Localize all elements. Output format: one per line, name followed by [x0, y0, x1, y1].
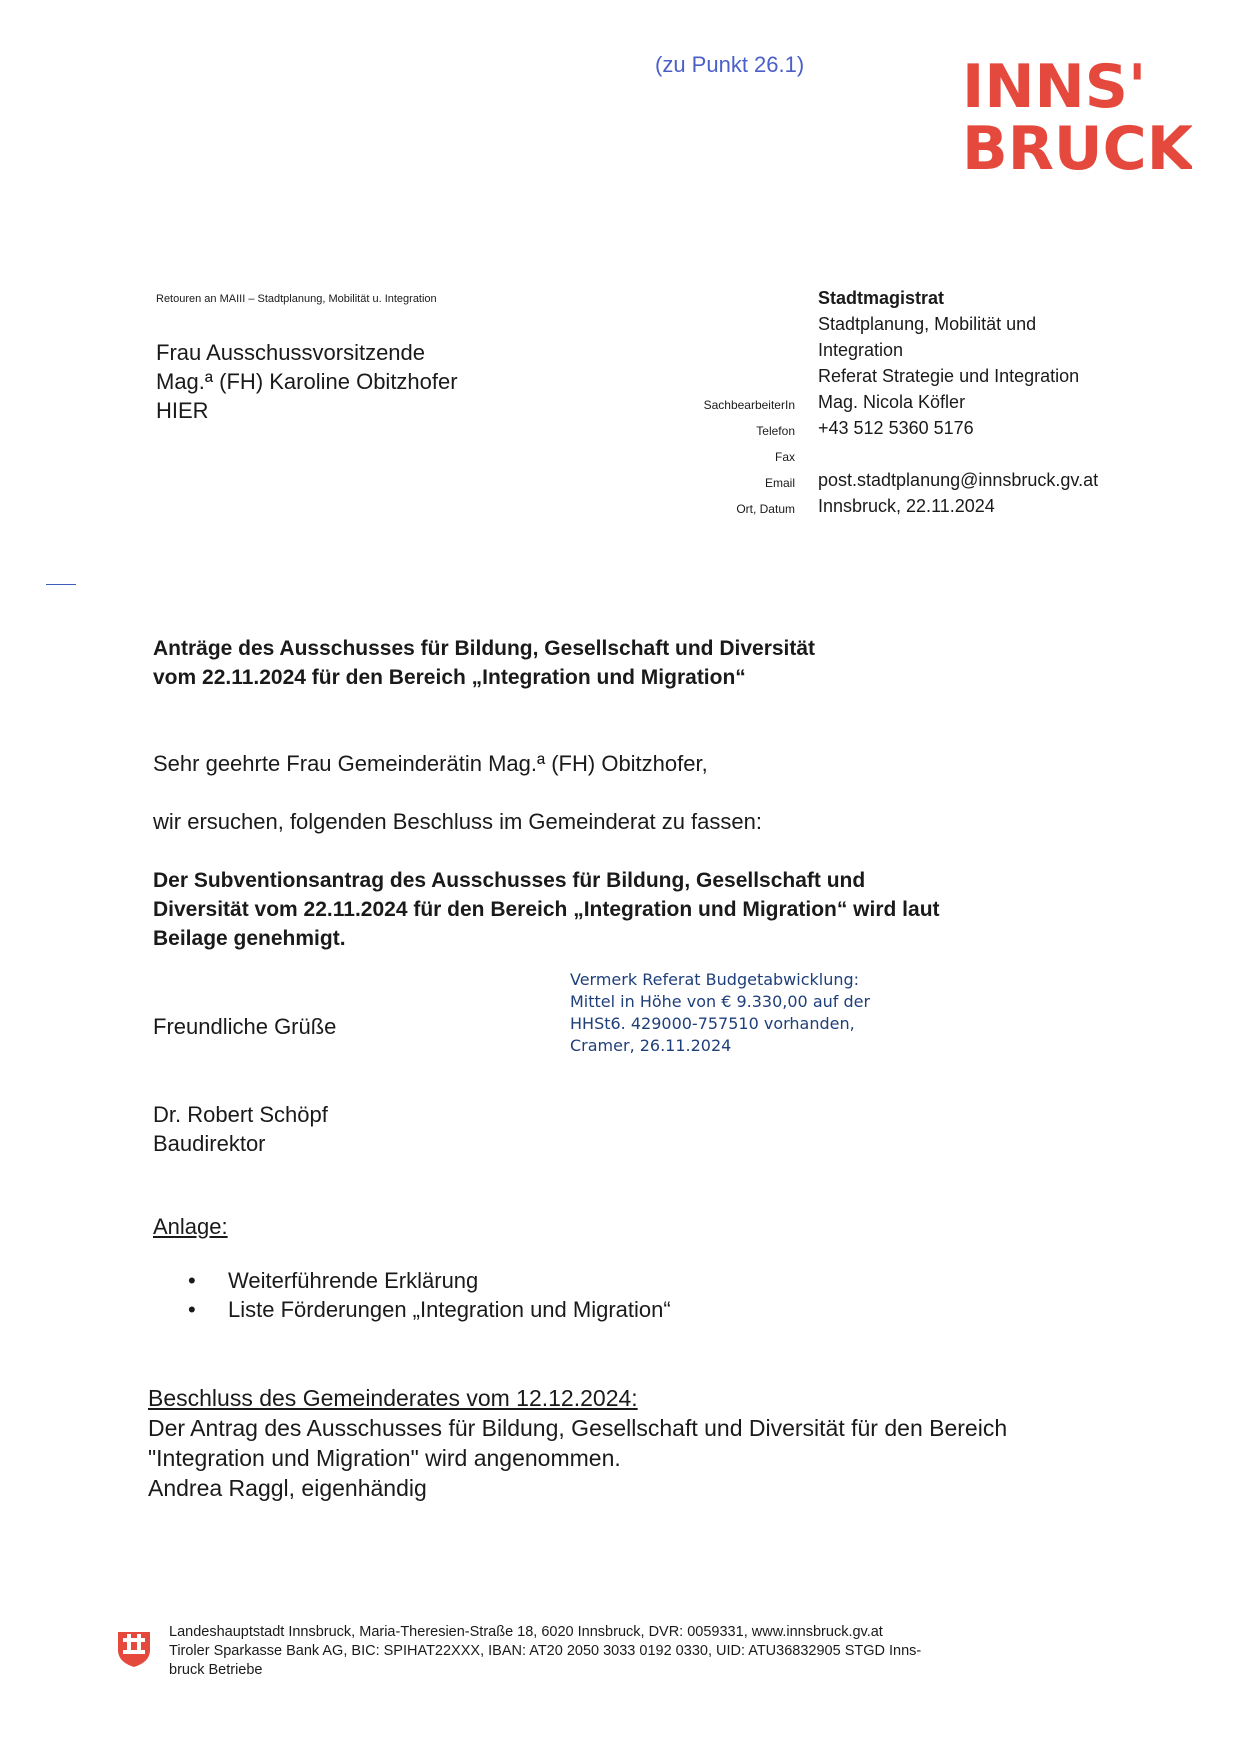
clerk-value: Mag. Nicola Köfler	[818, 392, 966, 412]
logo-text-line1: INNS'	[962, 52, 1147, 122]
council-decision-heading: Beschluss des Gemeinderates vom 12.12.2024:	[148, 1385, 638, 1411]
list-item: • Weiterführende Erklärung	[188, 1266, 671, 1295]
place-date-label: Ort, Datum	[736, 502, 795, 516]
page-footer	[169, 1623, 1029, 1680]
letter-subject	[153, 634, 815, 692]
budget-note-line: Cramer, 26.11.2024	[570, 1036, 732, 1055]
email-label: Email	[764, 476, 795, 490]
list-item: • Liste Förderungen „Integration und Migration“	[188, 1295, 671, 1324]
recipient-line: HIER	[156, 398, 209, 423]
reference-note: (zu Punkt 26.1)	[655, 52, 805, 77]
salutation: Sehr geehrte Frau Gemeinderätin Mag.ª (FH) Obitzhofer,	[153, 751, 708, 776]
budget-note	[570, 969, 870, 1057]
council-decision	[148, 1383, 1007, 1503]
email-value: post.stadtplanung@innsbruck.gv.at	[818, 470, 1099, 490]
proposed-decision	[153, 866, 1053, 953]
signer-title: Baudirektor	[153, 1131, 266, 1156]
footer-line: Landeshauptstadt Innsbruck, Maria-Theresien-Straße 18, 6020 Innsbruck, DVR: 0059331, www.innsbruck.gv.at	[169, 1624, 883, 1640]
sender-dept: Referat Strategie und Integration	[818, 366, 1080, 386]
council-decision-line: "Integration und Migration" wird angenommen.	[148, 1445, 621, 1471]
footer-line: Tiroler Sparkasse Bank AG, BIC: SPIHAT22XXX, IBAN: AT20 2050 3033 0192 0330, UID: ATU36832905 STGD Inns-	[169, 1643, 922, 1659]
phone-label: Telefon	[756, 424, 795, 438]
budget-note-line: Mittel in Höhe von € 9.330,00 auf der	[570, 992, 871, 1011]
sender-org: Stadtmagistrat	[818, 288, 945, 308]
innsbruck-logo-graphic	[962, 52, 1192, 177]
sender-dept: Integration	[818, 340, 904, 360]
budget-note-line: HHSt6. 429000-757510 vorhanden,	[570, 1014, 855, 1033]
decision-line: Beilage genehmigt.	[153, 927, 346, 950]
sender-dept: Stadtplanung, Mobilität und	[818, 314, 1037, 334]
attachments-list	[188, 1266, 671, 1324]
recipient-line: Frau Ausschussvorsitzende	[156, 340, 426, 365]
fax-label: Fax	[774, 450, 795, 464]
footer-line: bruck Betriebe	[169, 1662, 263, 1678]
council-decision-line: Andrea Raggl, eigenhändig	[148, 1475, 427, 1501]
phone-value: +43 512 5360 5176	[818, 418, 974, 438]
closing-greeting: Freundliche Grüße	[153, 1014, 337, 1039]
request-text: wir ersuchen, folgenden Beschluss im Gemeinderat zu fassen:	[153, 809, 762, 834]
council-decision-line: Der Antrag des Ausschusses für Bildung, Gesellschaft und Diversität für den Bereich	[148, 1415, 1008, 1441]
fold-mark	[46, 584, 76, 585]
recipient-block	[156, 338, 458, 425]
signer-name: Dr. Robert Schöpf	[153, 1102, 328, 1127]
logo-text-line2: BRUCK	[962, 114, 1192, 177]
innsbruck-logo	[962, 52, 1192, 177]
return-address: Retouren an MAIII – Stadtplanung, Mobilität u. Integration	[156, 293, 437, 305]
budget-note-line: Vermerk Referat Budgetabwicklung:	[570, 970, 860, 989]
sender-info-block	[600, 285, 1220, 519]
subject-line: Anträge des Ausschusses für Bildung, Gesellschaft und Diversität	[153, 637, 816, 660]
signer-block	[153, 1100, 328, 1158]
decision-line: Diversität vom 22.11.2024 für den Bereich „Integration und Migration“ wird laut	[153, 898, 940, 921]
clerk-label: SachbearbeiterIn	[703, 398, 795, 412]
subject-line: vom 22.11.2024 für den Bereich „Integration und Migration“	[153, 666, 746, 689]
place-date-value: Innsbruck, 22.11.2024	[818, 496, 995, 516]
recipient-name: Mag.ª (FH) Karoline Obitzhofer	[156, 369, 458, 394]
city-emblem-icon	[116, 1628, 152, 1668]
decision-line: Der Subventionsantrag des Ausschusses für Bildung, Gesellschaft und	[153, 869, 866, 892]
attachments-label: Anlage:	[153, 1214, 228, 1239]
